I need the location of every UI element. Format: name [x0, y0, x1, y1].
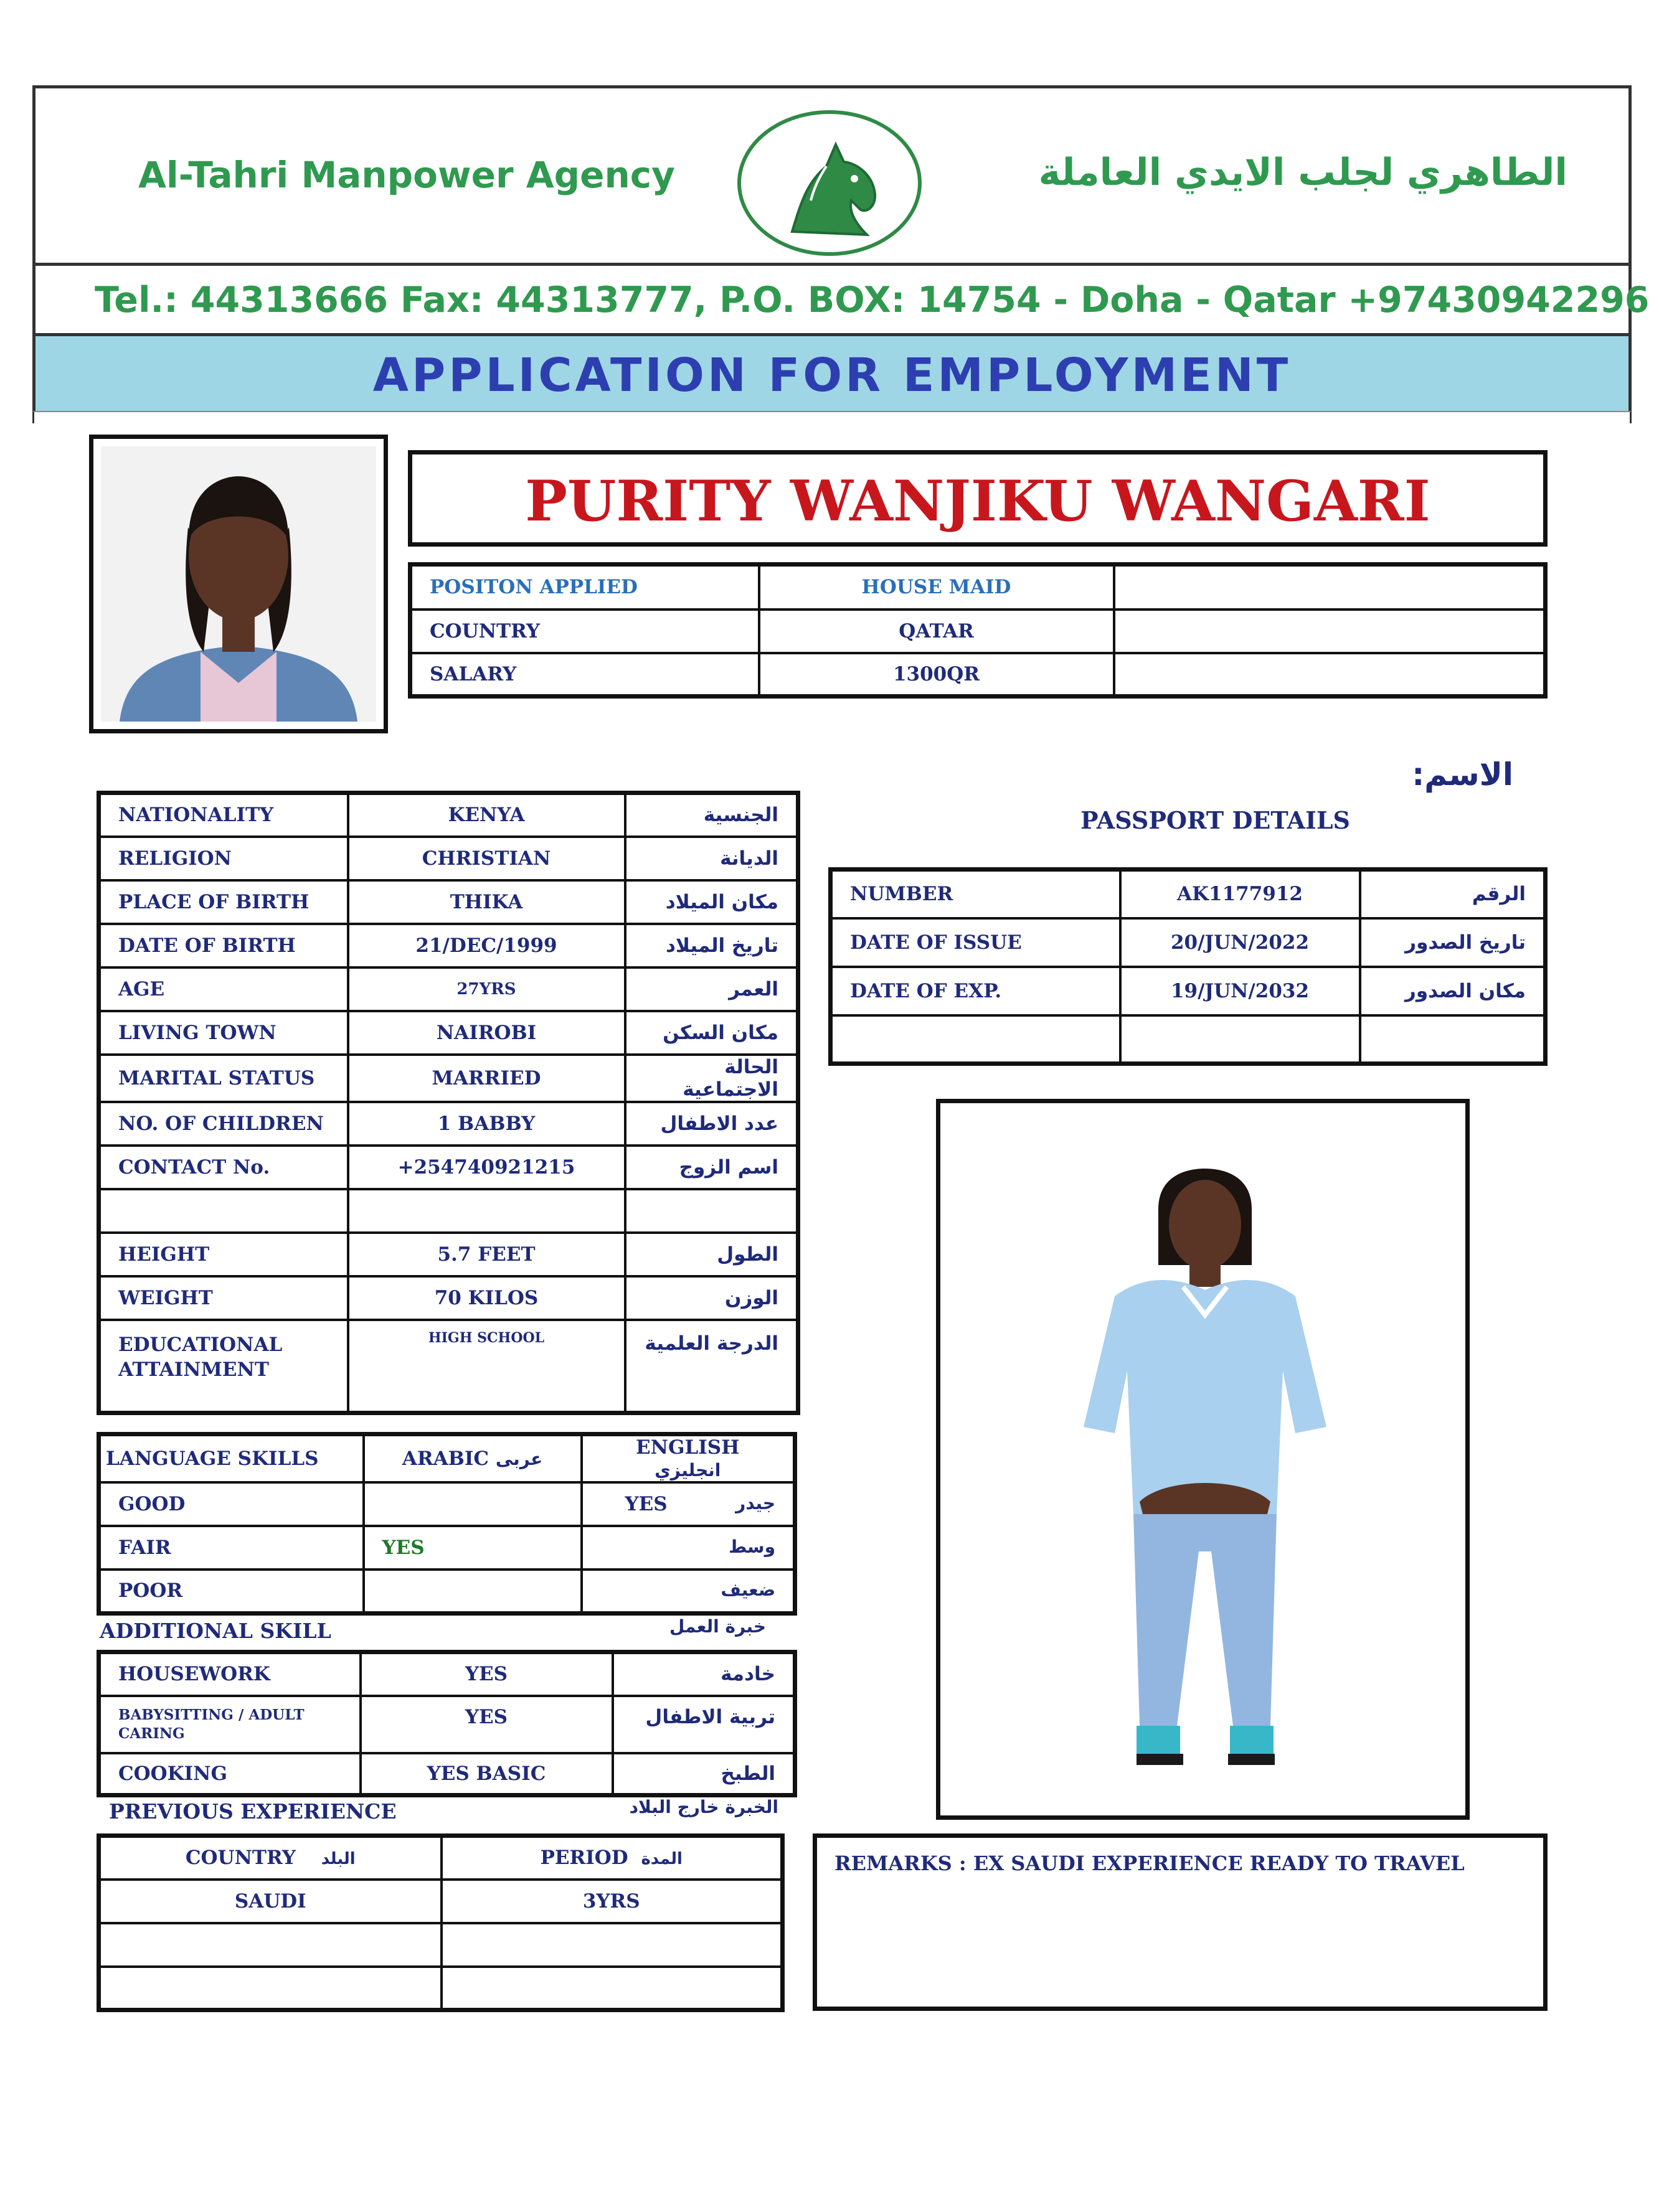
- letterhead: [32, 85, 1650, 423]
- table-row: [99, 1320, 798, 1413]
- personal-value: 27YRS: [348, 967, 625, 1011]
- cooking-ar: الطبخ: [613, 1753, 795, 1795]
- salary-label: SALARY: [410, 653, 759, 697]
- personal-value: 21/DEC/1999: [348, 924, 625, 967]
- portrait-photo-frame: [89, 435, 388, 733]
- personal-ar: العمر: [625, 967, 798, 1011]
- table-row: [99, 1011, 798, 1055]
- table-row: [99, 1233, 798, 1276]
- personal-ar: [625, 1189, 798, 1233]
- passport-label: NUMBER: [831, 870, 1120, 918]
- personal-value: THIKA: [348, 880, 625, 924]
- personal-ar: الطول: [625, 1233, 798, 1276]
- table-row: [410, 609, 1546, 653]
- personal-value: 70 KILOS: [348, 1276, 625, 1320]
- personal-ar: عدد الاطفال: [625, 1102, 798, 1146]
- position-table: [408, 562, 1548, 699]
- table-row: [99, 1967, 783, 2010]
- additional-skill-table: [97, 1650, 797, 1797]
- personal-label: LIVING TOWN: [99, 1011, 348, 1055]
- previous-experience-title-ar: الخبرة خارج البلاد: [629, 1797, 778, 1817]
- cooking-value: YES BASIC: [361, 1753, 613, 1795]
- salary-value: 1300QR: [759, 653, 1114, 697]
- babysitting-ar: تربية الاطفال: [613, 1696, 795, 1753]
- personal-ar: مكان السكن: [625, 1011, 798, 1055]
- passport-ar: مكان الصدور: [1360, 967, 1546, 1015]
- form-title-band: [32, 336, 1632, 411]
- horse-logo-icon: [733, 107, 926, 260]
- personal-label: HEIGHT: [99, 1233, 348, 1276]
- personal-label: [99, 1189, 348, 1233]
- table-row: [99, 1753, 795, 1795]
- table-row: [99, 793, 798, 837]
- table-row: [99, 1482, 795, 1526]
- table-row: [99, 1055, 798, 1102]
- table-row: [831, 870, 1546, 918]
- personal-label: AGE: [99, 967, 348, 1011]
- position-value: HOUSE MAID: [759, 565, 1114, 609]
- table-row: [831, 918, 1546, 967]
- housework-ar: خادمة: [613, 1652, 795, 1696]
- language-arabic-value: YES: [364, 1526, 582, 1570]
- country-label: COUNTRY: [410, 609, 759, 653]
- personal-details-table: [97, 791, 800, 1415]
- personal-value: NAIROBI: [348, 1011, 625, 1055]
- additional-skill-title: ADDITIONAL SKILL: [100, 1619, 331, 1643]
- form-title: APPLICATION FOR EMPLOYMENT: [372, 349, 1292, 402]
- language-level: POOR: [99, 1570, 364, 1613]
- babysitting-label: BABYSITTING / ADULT CARING: [99, 1696, 361, 1753]
- housework-label: HOUSEWORK: [99, 1652, 361, 1696]
- personal-ar: الوزن: [625, 1276, 798, 1320]
- table-row: [99, 837, 798, 880]
- table-row: [99, 1836, 783, 1880]
- personal-label: PLACE OF BIRTH: [99, 880, 348, 924]
- passport-value: 20/JUN/2022: [1120, 918, 1360, 967]
- language-english-value: ضعيف: [582, 1570, 795, 1613]
- passport-ar: الرقم: [1360, 870, 1546, 918]
- full-body-photo: [1065, 1165, 1345, 1776]
- table-row: [410, 653, 1546, 697]
- personal-ar: الجنسية: [625, 793, 798, 837]
- table-row: [99, 967, 798, 1011]
- table-row: [99, 1570, 795, 1613]
- previous-experience-title: PREVIOUS EXPERIENCE: [109, 1799, 397, 1824]
- table-row: [99, 924, 798, 967]
- experience-period: 3YRS: [442, 1880, 783, 1923]
- personal-label: DATE OF BIRTH: [99, 924, 348, 967]
- header-cut-strip: [32, 411, 1632, 423]
- table-row: [99, 1276, 798, 1320]
- table-row: [99, 1923, 783, 1967]
- applicant-name: PURITY WANJIKU WANGARI: [525, 468, 1430, 534]
- education-ar: الدرجة العلمية: [625, 1320, 798, 1413]
- table-row: [99, 1146, 798, 1189]
- table-row: [99, 1696, 795, 1753]
- personal-ar: تاريخ الميلاد: [625, 924, 798, 967]
- personal-ar: الحالة الاجتماعية: [625, 1055, 798, 1102]
- personal-value: 5.7 FEET: [348, 1233, 625, 1276]
- table-row: [99, 880, 798, 924]
- language-level: FAIR: [99, 1526, 364, 1570]
- passport-label: DATE OF EXP.: [831, 967, 1120, 1015]
- english-header: ENGLISH انجليزي: [582, 1434, 795, 1483]
- table-row: [99, 1880, 783, 1923]
- country-value: QATAR: [759, 609, 1114, 653]
- passport-ar: تاريخ الصدور: [1360, 918, 1546, 967]
- language-arabic-value: [364, 1482, 582, 1526]
- language-arabic-value: [364, 1570, 582, 1613]
- contact-line: Tel.: 44313666 Fax: 44313777, P.O. BOX: 14754 - Doha - Qatar +97430942296: [95, 280, 1650, 321]
- contact-bar: [32, 263, 1650, 336]
- cooking-label: COOKING: [99, 1753, 361, 1795]
- table-row: [831, 1015, 1546, 1064]
- previous-experience-table: [97, 1833, 785, 2012]
- passport-table: [828, 867, 1548, 1066]
- remarks-text: REMARKS : EX SAUDI EXPERIENCE READY TO TRAVEL: [834, 1852, 1465, 1875]
- position-label: POSITON APPLIED: [410, 565, 759, 609]
- personal-value: CHRISTIAN: [348, 837, 625, 880]
- letterhead-top: [32, 85, 1632, 266]
- language-level: GOOD: [99, 1482, 364, 1526]
- personal-value: KENYA: [348, 793, 625, 837]
- table-row: [99, 1652, 795, 1696]
- personal-label: MARITAL STATUS: [99, 1055, 348, 1102]
- table-row: [831, 967, 1546, 1015]
- personal-ar: اسم الزوج: [625, 1146, 798, 1189]
- education-label: EDUCATIONAL ATTAINMENT: [99, 1320, 348, 1413]
- passport-title: PASSPORT DETAILS: [1080, 806, 1350, 834]
- table-row: [99, 1102, 798, 1146]
- applicant-name-box: [408, 450, 1548, 547]
- personal-ar: مكان الميلاد: [625, 880, 798, 924]
- personal-ar: الديانة: [625, 837, 798, 880]
- personal-label: NO. OF CHILDREN: [99, 1102, 348, 1146]
- passport-value: AK1177912: [1120, 870, 1360, 918]
- experience-country: SAUDI: [99, 1880, 442, 1923]
- table-row: [99, 1434, 795, 1483]
- arabic-header: ARABIC عربى: [364, 1434, 582, 1483]
- babysitting-value: YES: [361, 1696, 613, 1753]
- language-skills-table: [97, 1432, 797, 1616]
- personal-value: MARRIED: [348, 1055, 625, 1102]
- personal-value: [348, 1189, 625, 1233]
- personal-label: RELIGION: [99, 837, 348, 880]
- name-ar-label: الاسم:: [1412, 756, 1513, 793]
- passport-label: DATE OF ISSUE: [831, 918, 1120, 967]
- agency-name-en: Al-Tahri Manpower Agency: [138, 154, 675, 196]
- personal-label: WEIGHT: [99, 1276, 348, 1320]
- passport-value: 19/JUN/2032: [1120, 967, 1360, 1015]
- personal-value: 1 BABBY: [348, 1102, 625, 1146]
- period-header: PERIOD المدة: [442, 1836, 783, 1880]
- table-row: [99, 1526, 795, 1570]
- language-english-value: YES جيدر: [582, 1482, 795, 1526]
- personal-label: NATIONALITY: [99, 793, 348, 837]
- agency-name-ar: الطاهري لجلب الايدي العاملة: [1038, 151, 1567, 194]
- additional-skill-title-ar: خبرة العمل: [669, 1616, 766, 1637]
- country-header: COUNTRY البلد: [99, 1836, 442, 1880]
- table-row: [410, 565, 1546, 609]
- language-title: LANGUAGE SKILLS: [99, 1434, 364, 1483]
- language-english-value: وسط: [582, 1526, 795, 1570]
- housework-value: YES: [361, 1652, 613, 1696]
- personal-value: +254740921215: [348, 1146, 625, 1189]
- remarks-box: [813, 1833, 1548, 2011]
- portrait-photo: [101, 446, 376, 722]
- personal-label: CONTACT No.: [99, 1146, 348, 1189]
- table-row: [99, 1189, 798, 1233]
- education-value: HIGH SCHOOL: [348, 1320, 625, 1413]
- full-body-photo-frame: [936, 1099, 1470, 1820]
